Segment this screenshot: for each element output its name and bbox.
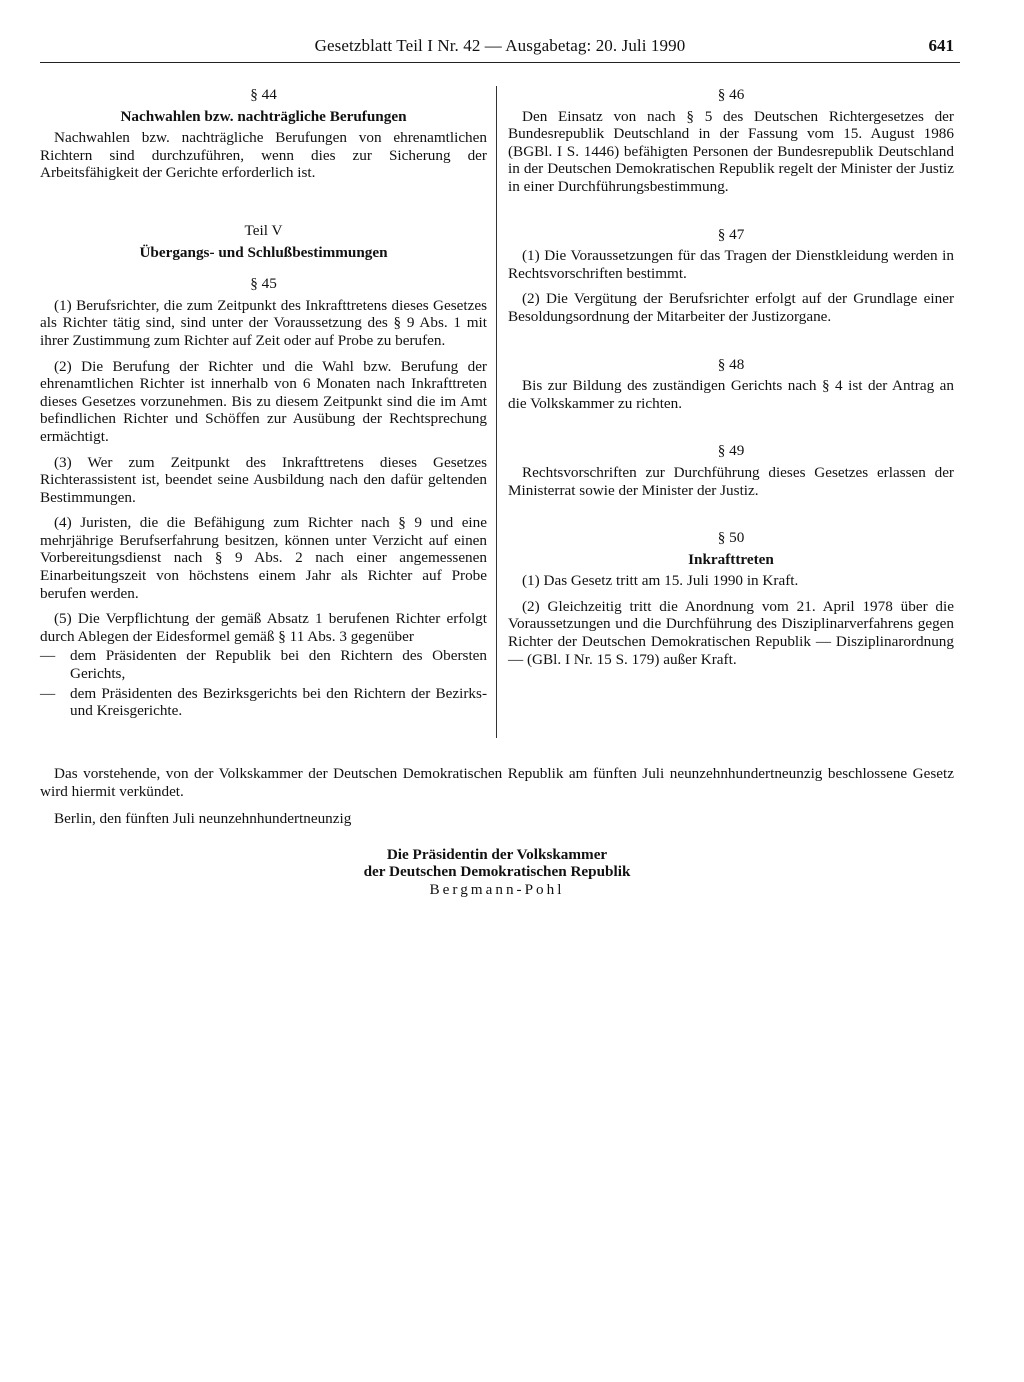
section-number: § 44	[250, 86, 277, 103]
paragraph-1: (1) Das Gesetz tritt am 15. Juli 1990 in Kraft.	[522, 572, 799, 590]
paragraph-2: (2) Die Vergütung der Berufsrichter erfolgt auf der Grundlage einer Besoldungsordnung der Mitarbeiter der Justizorgane.	[508, 290, 954, 325]
paragraph-2: (2) Die Berufung der Richter und die Wahl bzw. Berufung der ehrenamtlichen Richter ist innerhalb von 6 Monaten nach Inkrafttreten dieses Gesetzes vorzunehmen. Bis zu diesem Zeitpunkt sind die im Amt befindlichen Richter und Schöffen zur Ausübung der Rechtsprechung ermächtigt.	[40, 357, 487, 445]
section-number: § 49	[717, 442, 745, 460]
place-date: Berlin, den fünften Juli neunzehnhundertneunzig	[54, 810, 352, 828]
gazette-title: Gesetzblatt Teil I Nr. 42 — Ausgabetag: 20. Juli 1990	[314, 36, 686, 55]
section-text: Rechtsvorschriften zur Durchführung dieses Gesetzes erlassen der Ministerrat sowie der Minister der Justiz.	[508, 463, 954, 499]
paragraph-3: (3) Wer zum Zeitpunkt des Inkrafttretens dieses Gesetzes Richterassistent ist, beendet seine Ausbildung nach den dafür geltenden Bestimmungen.	[40, 453, 487, 506]
spacer	[40, 265, 487, 275]
signature-block	[40, 846, 954, 899]
section-46	[508, 86, 954, 196]
section-title: Nachwahlen bzw. nachträgliche Berufungen	[120, 107, 407, 125]
proclamation-text: Das vorstehende, von der Volkskammer der Deutschen Demokratischen Republik am fünften Juli neunzehnhundertneunzig beschlossene Gesetz wird hiermit verkündet.	[40, 765, 954, 800]
section-number: § 45	[250, 275, 277, 293]
part-label: Teil V	[244, 221, 283, 239]
section-number: § 46	[717, 86, 745, 103]
right-column	[508, 86, 954, 676]
paragraph-1: (1) Berufsrichter, die zum Zeitpunkt des Inkrafttretens dieses Gesetzes als Richter tätig sind, sind unter der Voraussetzung des § 9 Abs. 1 mit ihrer Zustimmung zum Richter auf Zeit oder auf Probe zu berufen.	[40, 296, 487, 349]
signer-title: der Deutschen Demokratischen Republik	[363, 863, 631, 881]
section-text: Bis zur Bildung des zuständigen Gerichts nach § 4 ist der Antrag an die Volkskammer zu richten.	[508, 377, 954, 412]
section-47	[508, 226, 954, 326]
list-item	[40, 685, 487, 720]
page-number: 641	[928, 36, 954, 55]
section-number: § 48	[717, 355, 745, 373]
list-item-text: dem Präsidenten des Bezirksgerichts bei den Richtern der Bezirks- und Kreisgerichte.	[70, 684, 487, 720]
dash-marker: —	[40, 684, 56, 702]
section-50	[508, 529, 954, 668]
section-title: Inkrafttreten	[688, 550, 774, 568]
spacer	[508, 420, 954, 442]
section-45	[40, 275, 487, 720]
part-v	[40, 222, 487, 261]
spacer	[508, 334, 954, 356]
part-title: Übergangs- und Schlußbestimmungen	[139, 243, 388, 261]
section-48	[508, 356, 954, 413]
dash-marker: —	[40, 647, 56, 665]
spacer	[40, 190, 487, 222]
section-text: Den Einsatz von nach § 5 des Deutschen Richtergesetzes der Bundesrepublik Deutschland in der Fassung vom 15. August 1986 (BGBl. I S. 1446) befähigten Personen der Bundesrepublik Deutschland in der Deutschen Demokratischen Republik regelt der Minister der Justiz in einer Durchführungsbestimmung.	[508, 107, 954, 195]
section-49	[508, 442, 954, 499]
section-number: § 50	[717, 529, 745, 547]
signer-title: Die Präsidentin der Volkskammer	[386, 845, 608, 863]
proclamation-block	[40, 765, 954, 899]
column-divider	[496, 86, 497, 738]
paragraph-4: (4) Juristen, die die Befähigung zum Richter nach § 9 und eine mehrjährige Berufserfahrung besitzen, können unter Verzicht auf einen Vorbereitungsdienst nach § 9 Abs. 2 nach einer angemessenen Einarbeitungszeit von höchstens einem Jahr als Richter auf Probe berufen werden.	[40, 514, 487, 602]
left-column	[40, 86, 487, 722]
paragraph-1: (1) Die Voraussetzungen für das Tragen der Dienstkleidung werden in Rechtsvorschriften bestimmt.	[508, 247, 954, 282]
list-item-text: dem Präsidenten der Republik bei den Richtern des Obersten Gerichts,	[70, 647, 487, 683]
paragraph-2: (2) Gleichzeitig tritt die Anordnung vom 21. April 1978 über die Voraussetzungen und die Durchführung des Disziplinarverfahrens gegen Richter der Deutschen Demokratischen Republik — Disziplinarordnung — (GBl. I Nr. 15 S. 179) außer Kraft.	[508, 597, 954, 668]
paragraph-5: (5) Die Verpflichtung der gemäß Absatz 1 berufenen Richter erfolgt durch Ablegen der Eidesformel gemäß § 11 Abs. 3 gegenüber	[40, 610, 487, 645]
section-text: Nachwahlen bzw. nachträgliche Berufungen von ehrenamtlichen Richtern sind durchzuführen, wenn dies zur Sicherung der Arbeitsfähigkeit der Gerichte erforderlich ist.	[40, 129, 487, 182]
page-header	[40, 34, 960, 63]
spacer	[508, 204, 954, 226]
section-number: § 47	[717, 225, 745, 243]
section-44	[40, 86, 487, 182]
spacer	[508, 507, 954, 529]
list-item	[40, 647, 487, 682]
signer-name: Bergmann-Pohl	[429, 880, 565, 898]
